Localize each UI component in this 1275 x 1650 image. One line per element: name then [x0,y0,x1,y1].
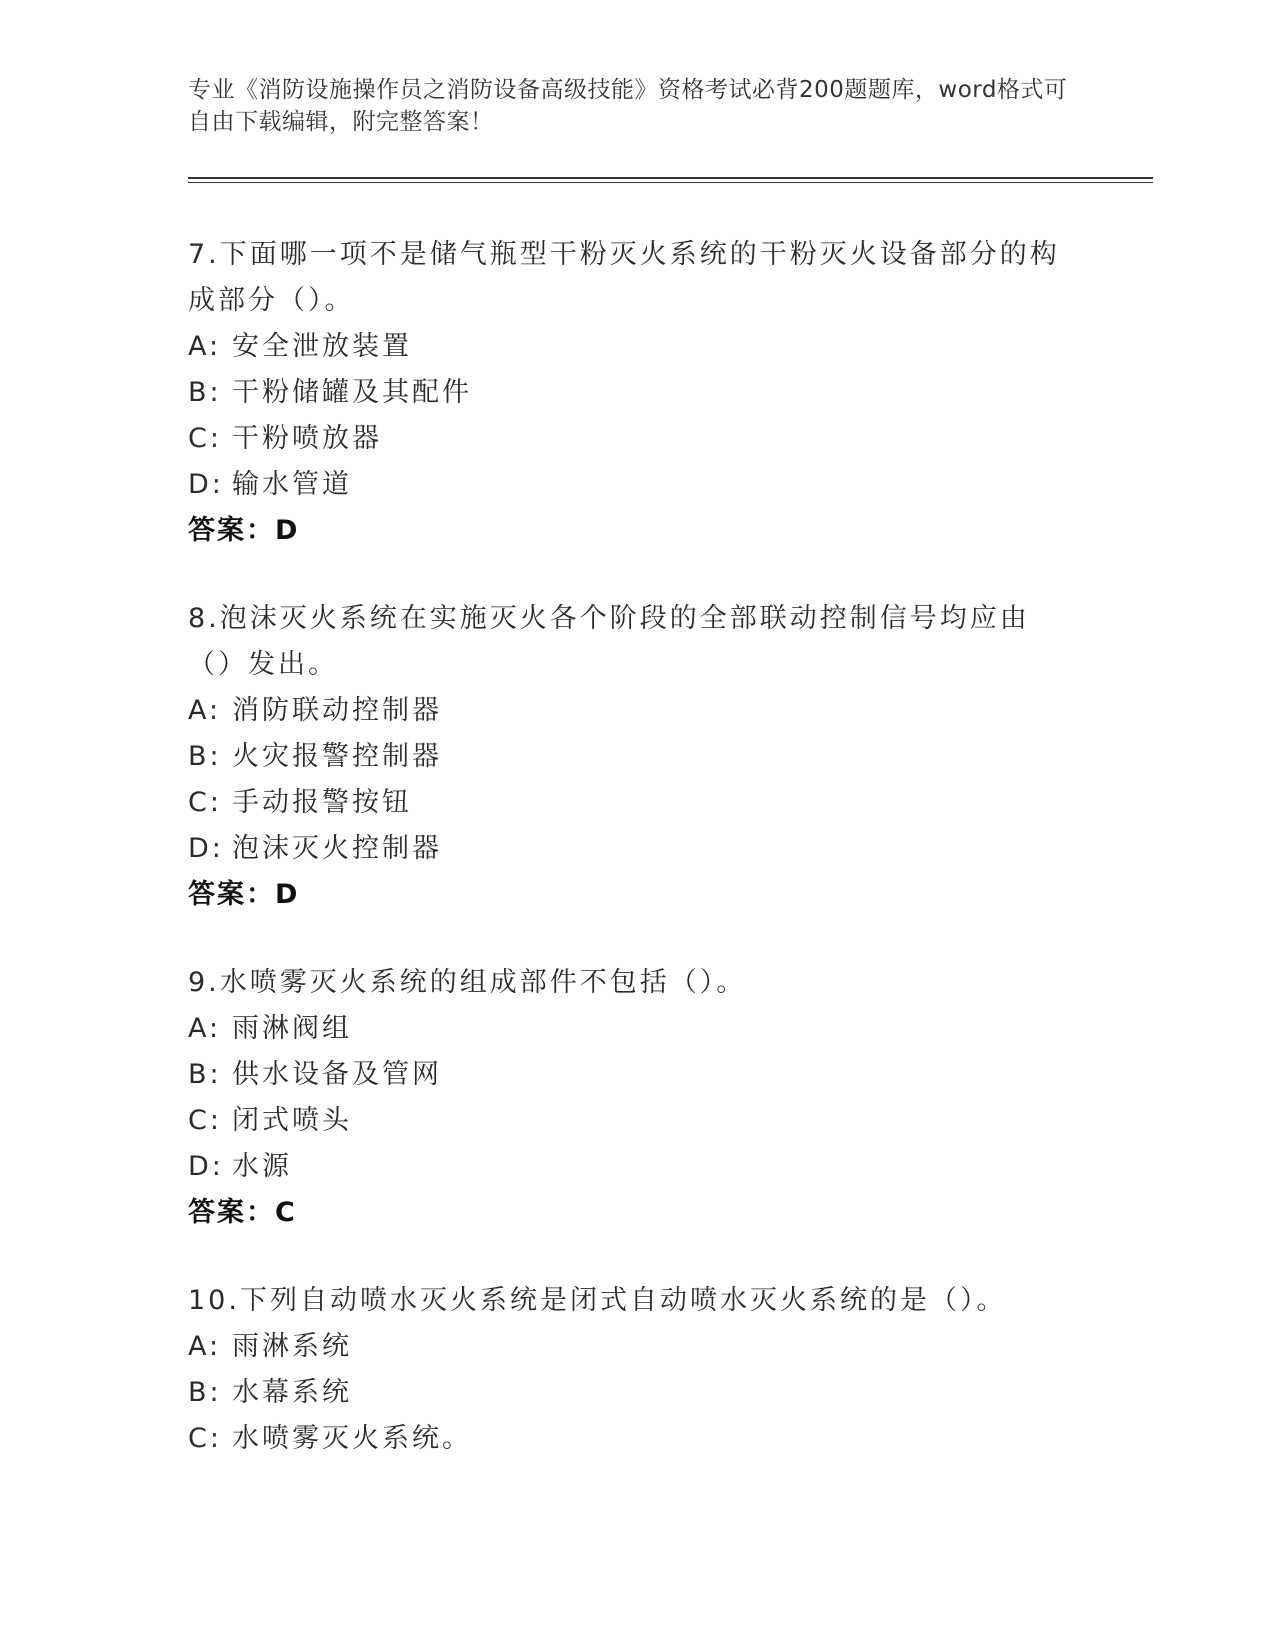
option-text: 水喷雾灭火系统。 [232,1423,472,1454]
option-b [188,370,1068,416]
option-text: 供水设备及管网 [232,1059,442,1090]
option-b [188,1370,1068,1416]
option-text: 雨淋阀组 [232,1013,352,1044]
option-key: B: [188,377,222,408]
option-key: C: [188,787,222,818]
option-d [188,826,1068,872]
answer-value: D [275,515,298,546]
option-a [188,1324,1068,1370]
answer-label: 答案： [188,515,275,546]
question-7 [188,232,1068,554]
option-text: 水幕系统 [232,1377,352,1408]
question-stem: 9.水喷雾灭火系统的组成部件不包括（）。 [188,967,747,998]
answer-value: C [275,1197,295,1228]
option-key: C: [188,1423,222,1454]
question-stem: 7.下面哪一项不是储气瓶型干粉灭火系统的干粉灭火设备部分的构成部分（）。 [188,239,1060,316]
option-key: A: [188,695,222,726]
question-8 [188,596,1068,918]
option-a [188,688,1068,734]
question-list [188,232,1068,1504]
option-key: C: [188,423,222,454]
option-text: 泡沫灭火控制器 [232,833,442,864]
option-text: 输水管道 [232,469,352,500]
option-text: 干粉储罐及其配件 [232,377,472,408]
option-a [188,1006,1068,1052]
header-rule-thin [188,182,1153,183]
option-text: 干粉喷放器 [232,423,382,454]
option-text: 安全泄放装置 [232,331,412,362]
option-text: 闭式喷头 [232,1105,352,1136]
option-key: B: [188,1377,222,1408]
answer-label: 答案： [188,879,275,910]
option-text: 雨淋系统 [232,1331,352,1362]
option-c [188,1098,1068,1144]
option-text: 手动报警按钮 [232,787,412,818]
answer-label: 答案： [188,1197,275,1228]
option-key: D: [188,1151,224,1182]
option-key: B: [188,741,222,772]
question-9 [188,960,1068,1236]
option-b [188,734,1068,780]
option-c [188,416,1068,462]
answer-line [188,508,1068,554]
option-text: 水源 [232,1151,292,1182]
option-c [188,780,1068,826]
option-key: B: [188,1059,222,1090]
option-key: D: [188,469,224,500]
option-text: 消防联动控制器 [232,695,442,726]
question-stem: 8.泡沫灭火系统在实施灭火各个阶段的全部联动控制信号均应由（）发出。 [188,603,1030,680]
answer-line [188,872,1068,918]
document-header: 专业《消防设施操作员之消防设备高级技能》资格考试必背200题题库，word格式可自由下载编辑，附完整答案！ [188,77,1068,135]
option-key: D: [188,833,224,864]
option-a [188,324,1068,370]
option-d [188,462,1068,508]
option-key: A: [188,331,222,362]
option-key: C: [188,1105,222,1136]
question-10 [188,1278,1068,1462]
question-stem: 10.下列自动喷水灭火系统是闭式自动喷水灭火系统的是（）。 [188,1285,1007,1316]
option-d [188,1144,1068,1190]
option-b [188,1052,1068,1098]
option-c [188,1416,1068,1462]
option-key: A: [188,1013,222,1044]
answer-line [188,1190,1068,1236]
header-rule-thick [188,177,1153,179]
option-text: 火灾报警控制器 [232,741,442,772]
answer-value: D [275,879,298,910]
option-key: A: [188,1331,222,1362]
